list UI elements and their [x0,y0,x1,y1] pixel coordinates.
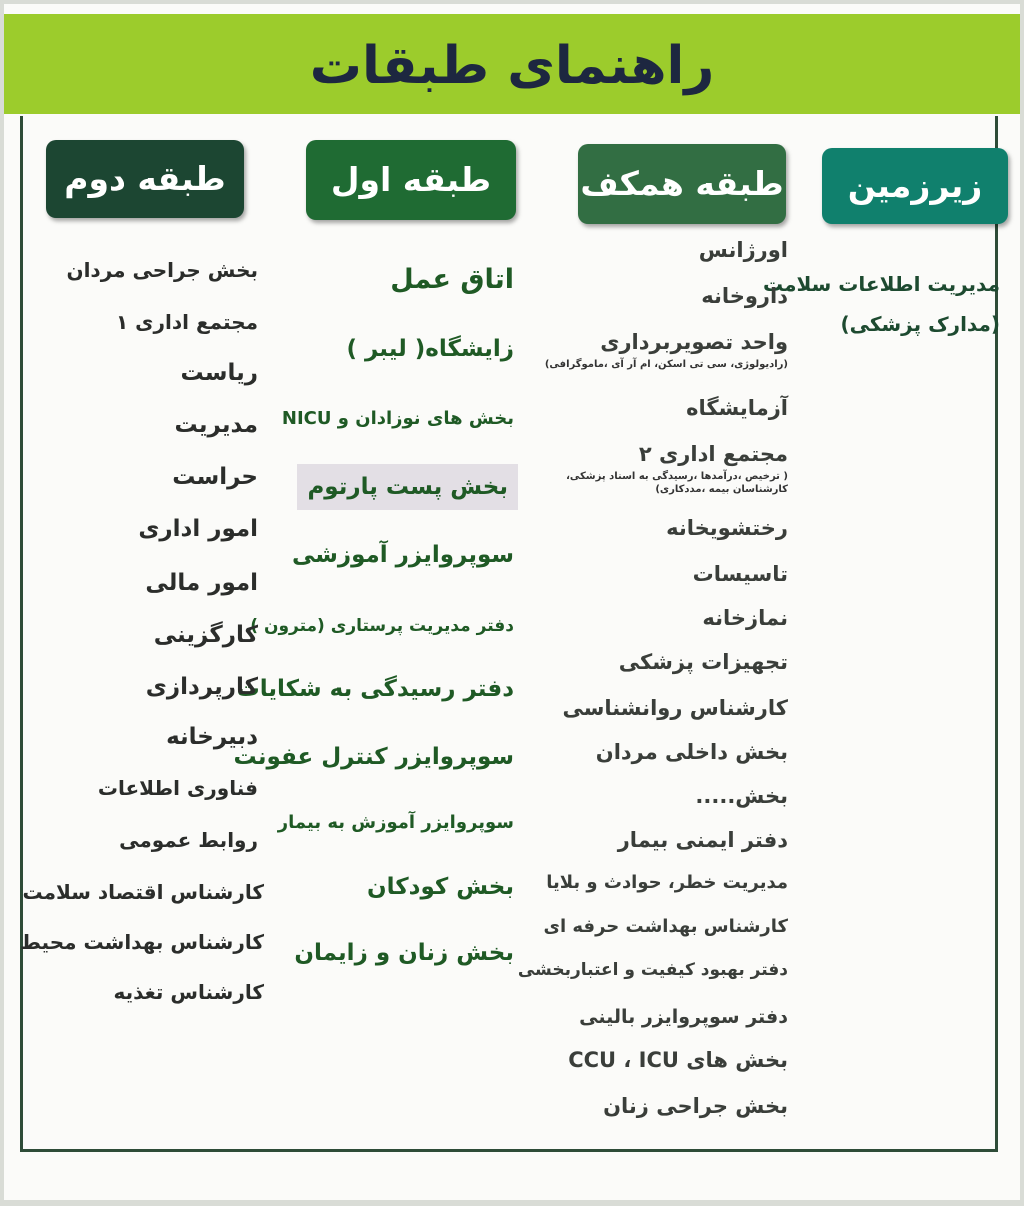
first-floor-item: بخش زنان و زایمان [294,940,514,966]
ground-item: تجهیزات پزشکی [618,650,788,674]
ground-item-sub: ( ترخیص ،درآمدها ،رسیدگی به اسناد پزشکی، کارشناسان بیمه ،مددکاری) [566,471,788,495]
ground-item: اورژانس [698,238,788,262]
first-floor-item: سوپروایزر کنترل عفونت [233,744,514,770]
basement-item-sub: (مدارک پزشکی) [840,312,1000,336]
ground-item: بخش..... [695,784,788,808]
first-floor-item: سوپروایزر آموزشی [291,542,514,568]
second-floor-item: حراست [172,464,258,490]
ground-item [548,442,788,496]
first-floor-item: دفتر مدیریت پرستاری (مترون ) [250,616,514,636]
first-floor-item: بخش های نوزادان و NICU [281,408,514,429]
ground-item-text: واحد تصویربرداری [600,330,788,354]
first-floor-item: دفتر رسیدگی به شکایات [236,676,514,702]
first-floor-item: اتاق عمل [390,264,514,295]
ground-item: دفتر بهبود کیفیت و اعتباربخشی [517,960,788,980]
ground-item: کارشناس بهداشت حرفه ای [543,916,788,937]
first-floor-item: زایشگاه( لیبر ) [346,336,514,362]
ground-item: آزمایشگاه [686,396,788,420]
ground-item: بخش جراحی زنان [603,1094,788,1118]
ground-item: بخش داخلی مردان [595,740,788,764]
header-second-floor: طبقه دوم [46,140,244,218]
ground-item: کارشناس روانشناسی [562,696,788,720]
ground-item [545,330,788,371]
first-floor-item-highlighted: بخش پست پارتوم [297,464,518,510]
second-floor-item: کارگزینی [153,622,258,648]
ground-item-sub: (رادیولوژی، سی تی اسکن، ام آر آی ،ماموگرافی) [544,359,788,370]
sign-title: راهنمای طبقات [309,36,715,96]
second-floor-item: کارپردازی [145,674,258,700]
ground-item: رختشویخانه [666,516,788,540]
header-basement: زیرزمین [822,148,1008,224]
header-ground-floor: طبقه همکف [578,144,786,224]
ground-item: دفتر سوپروایزر بالینی [579,1006,788,1028]
second-floor-item: بخش جراحی مردان [66,258,258,282]
ground-item: بخش های CCU ، ICU [568,1048,788,1072]
second-floor-item: امور مالی [145,570,258,596]
second-floor-item: کارشناس تغذیه [113,980,264,1004]
ground-item: تاسیسات [692,562,788,586]
ground-item: دفتر ایمنی بیمار [617,828,788,852]
second-floor-item: دبیرخانه [166,724,258,750]
first-floor-item: سوپروایزر آموزش به بیمار [277,812,514,833]
second-floor-item: امور اداری [138,516,258,542]
basement-item [763,264,1000,344]
second-floor-item: مجتمع اداری ۱ [116,310,258,334]
title-bar [4,14,1020,114]
basement-item-text: مدیریت اطلاعات سلامت [762,272,1000,296]
ground-item-text: مجتمع اداری ۲ [638,442,788,466]
ground-item: داروخانه [701,284,788,308]
second-floor-item: فناوری اطلاعات [97,776,258,800]
second-floor-item: کارشناس اقتصاد سلامت [22,880,264,904]
first-floor-item: بخش کودکان [367,874,514,900]
ground-item: مدیریت خطر، حوادث و بلایا [546,872,788,893]
second-floor-item: کارشناس بهداشت محیط [20,930,264,954]
second-floor-item: روابط عمومی [119,828,258,852]
ground-item: نمازخانه [702,606,788,630]
header-first-floor: طبقه اول [306,140,516,220]
second-floor-item: مدیریت [174,412,258,438]
second-floor-item: ریاست [180,360,258,386]
